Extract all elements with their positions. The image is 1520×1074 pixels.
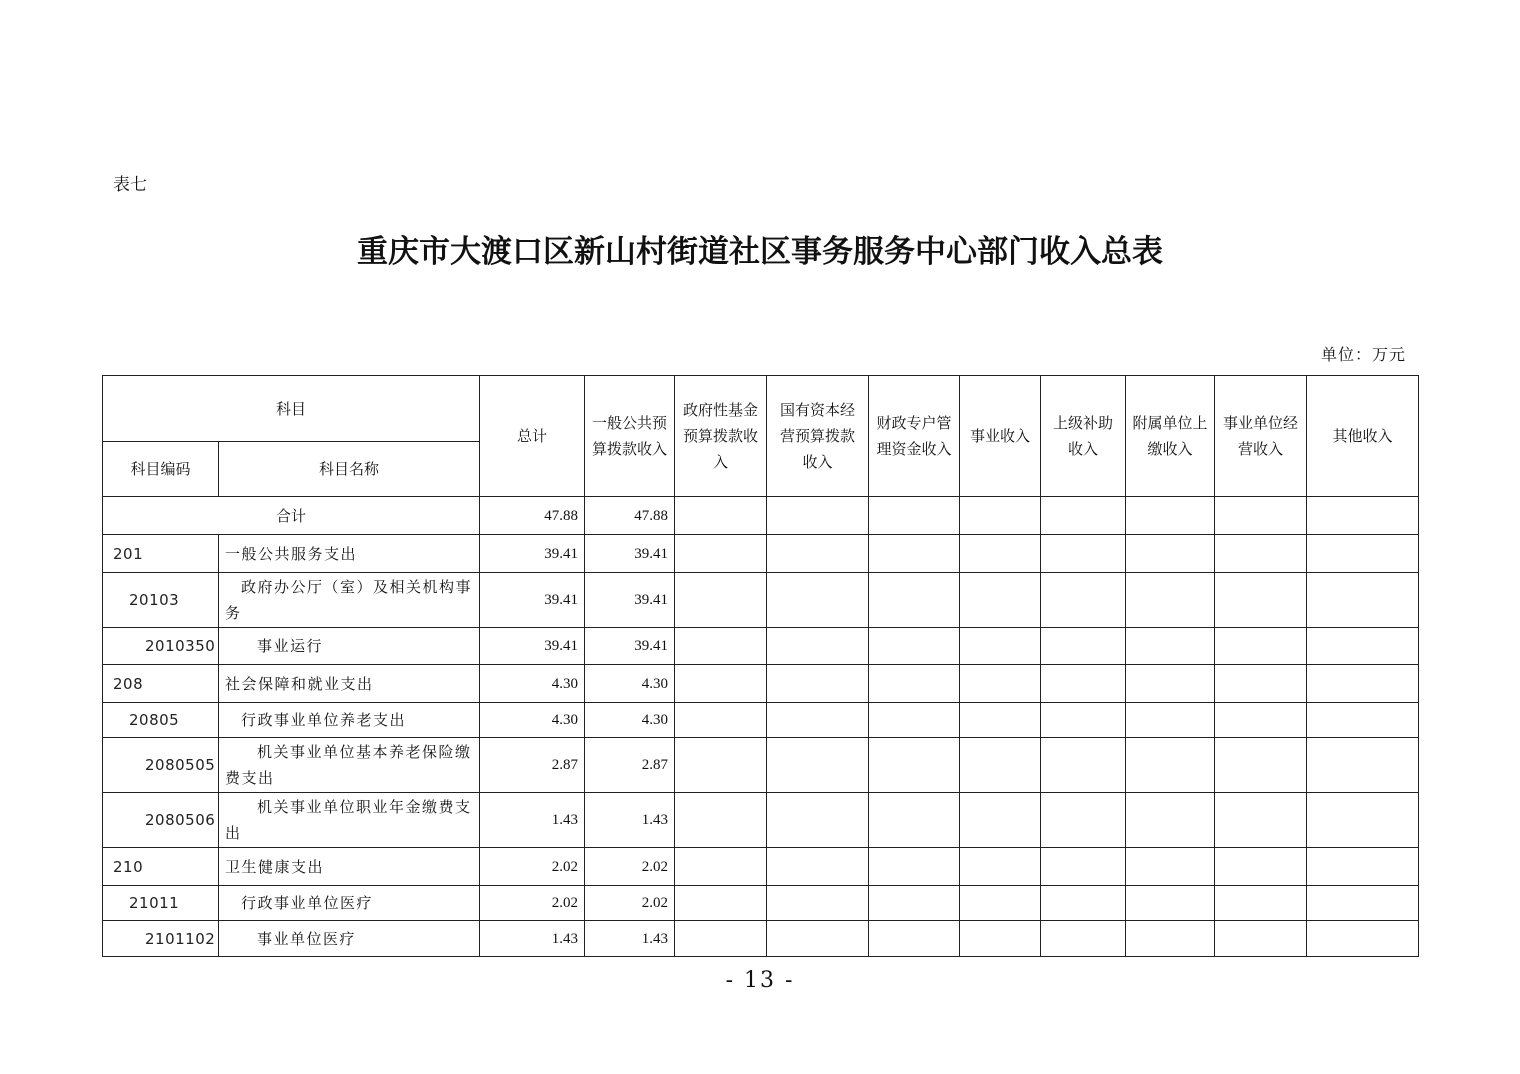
row-code: 2080506 bbox=[103, 793, 219, 848]
header-subject-code: 科目编码 bbox=[103, 442, 219, 497]
row-name: 事业单位医疗 bbox=[219, 921, 480, 957]
header-subject-name: 科目名称 bbox=[219, 442, 480, 497]
table-row bbox=[103, 921, 1419, 957]
row-general: 4.30 bbox=[585, 665, 675, 703]
row-total: 1.43 bbox=[480, 793, 585, 848]
header-state-capital: 国有资本经营预算拨款收入 bbox=[767, 376, 869, 497]
row-code: 208 bbox=[103, 665, 219, 703]
row-general: 2.02 bbox=[585, 886, 675, 921]
row-name: 政府办公厅（室）及相关机构事务 bbox=[219, 573, 480, 628]
row-code: 2080505 bbox=[103, 738, 219, 793]
row-name: 机关事业单位职业年金缴费支出 bbox=[219, 793, 480, 848]
row-code: 201 bbox=[103, 535, 219, 573]
unit-label: 单位：万元 bbox=[1320, 345, 1406, 364]
header-subject: 科目 bbox=[103, 376, 480, 442]
table-row bbox=[103, 703, 1419, 738]
row-total: 39.41 bbox=[480, 573, 585, 628]
row-code: 20103 bbox=[103, 573, 219, 628]
row-name: 行政事业单位医疗 bbox=[219, 886, 480, 921]
summary-label: 合计 bbox=[103, 497, 480, 535]
row-name: 机关事业单位基本养老保险缴费支出 bbox=[219, 738, 480, 793]
row-general: 2.87 bbox=[585, 738, 675, 793]
table-row bbox=[103, 848, 1419, 886]
row-general: 4.30 bbox=[585, 703, 675, 738]
table-row bbox=[103, 573, 1419, 628]
table-row bbox=[103, 628, 1419, 665]
row-total: 2.02 bbox=[480, 886, 585, 921]
header-gov-fund: 政府性基金预算拨款收入 bbox=[675, 376, 767, 497]
header-general-budget: 一般公共预算拨款收入 bbox=[585, 376, 675, 497]
row-total: 39.41 bbox=[480, 535, 585, 573]
header-business-income: 事业收入 bbox=[960, 376, 1041, 497]
table-row bbox=[103, 665, 1419, 703]
income-table bbox=[102, 375, 1419, 957]
row-name: 一般公共服务支出 bbox=[219, 535, 480, 573]
row-total: 2.87 bbox=[480, 738, 585, 793]
row-general: 39.41 bbox=[585, 573, 675, 628]
row-general: 39.41 bbox=[585, 535, 675, 573]
row-general: 1.43 bbox=[585, 793, 675, 848]
row-code: 210 bbox=[103, 848, 219, 886]
summary-total: 47.88 bbox=[480, 497, 585, 535]
table-row bbox=[103, 793, 1419, 848]
row-total: 2.02 bbox=[480, 848, 585, 886]
table-label: 表七 bbox=[113, 175, 147, 195]
header-business-operation: 事业单位经营收入 bbox=[1215, 376, 1307, 497]
header-special-account: 财政专户管理资金收入 bbox=[869, 376, 960, 497]
page-number: - 13 - bbox=[725, 968, 795, 993]
row-name: 卫生健康支出 bbox=[219, 848, 480, 886]
row-code: 2010350 bbox=[103, 628, 219, 665]
row-code: 20805 bbox=[103, 703, 219, 738]
row-name: 行政事业单位养老支出 bbox=[219, 703, 480, 738]
table-row bbox=[103, 886, 1419, 921]
row-total: 1.43 bbox=[480, 921, 585, 957]
header-other: 其他收入 bbox=[1307, 376, 1419, 497]
header-higher-subsidy: 上级补助收入 bbox=[1041, 376, 1126, 497]
summary-row bbox=[103, 497, 1419, 535]
document-title: 重庆市大渡口区新山村街道社区事务服务中心部门收入总表 bbox=[357, 234, 1163, 270]
header-total: 总计 bbox=[480, 376, 585, 497]
summary-general: 47.88 bbox=[585, 497, 675, 535]
row-name: 事业运行 bbox=[219, 628, 480, 665]
row-code: 2101102 bbox=[103, 921, 219, 957]
row-general: 1.43 bbox=[585, 921, 675, 957]
header-affiliated: 附属单位上缴收入 bbox=[1126, 376, 1215, 497]
row-total: 39.41 bbox=[480, 628, 585, 665]
row-total: 4.30 bbox=[480, 703, 585, 738]
table-row bbox=[103, 738, 1419, 793]
row-name: 社会保障和就业支出 bbox=[219, 665, 480, 703]
row-general: 2.02 bbox=[585, 848, 675, 886]
row-code: 21011 bbox=[103, 886, 219, 921]
table-row bbox=[103, 535, 1419, 573]
row-general: 39.41 bbox=[585, 628, 675, 665]
row-total: 4.30 bbox=[480, 665, 585, 703]
